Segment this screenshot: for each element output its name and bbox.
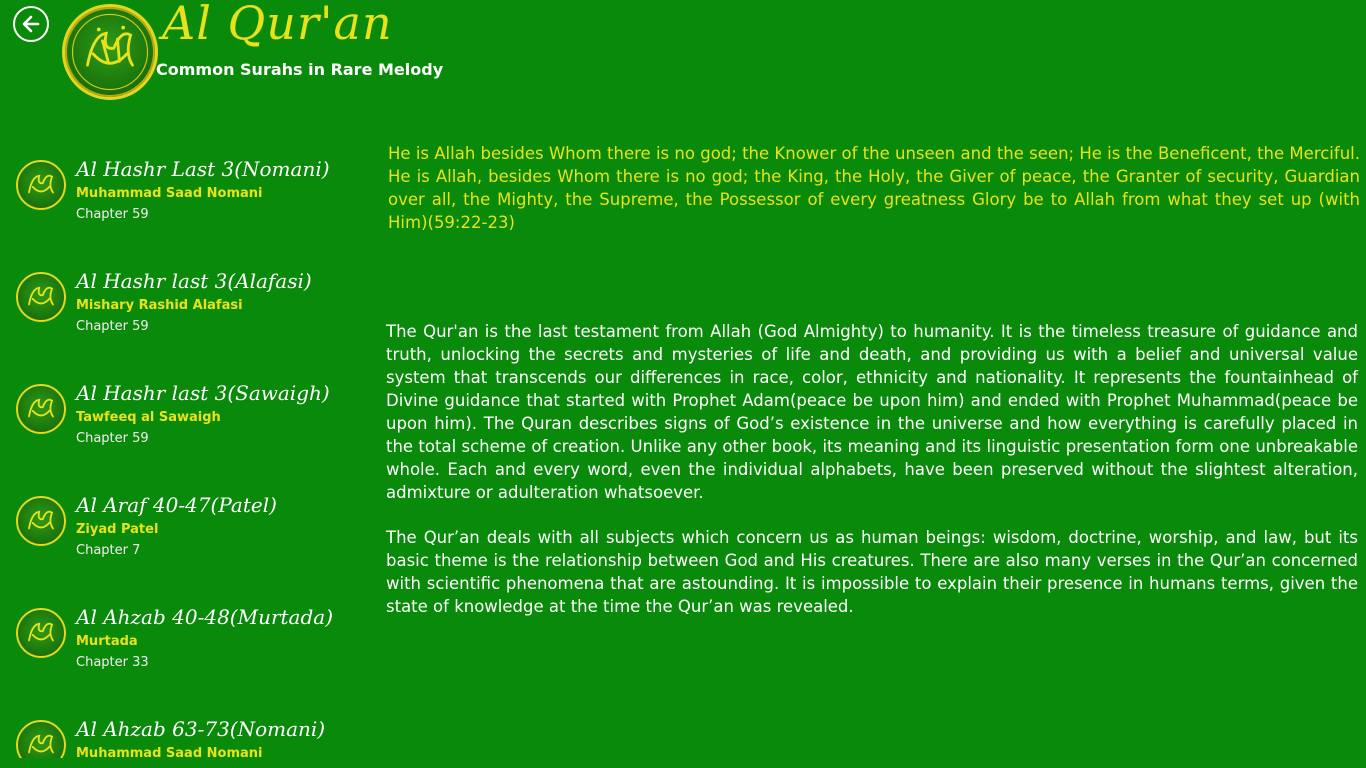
surah-item[interactable] xyxy=(0,705,370,758)
quran-logo-icon xyxy=(16,160,66,210)
quran-logo-icon xyxy=(62,4,158,100)
surah-title: Al Ahzab 63-73(Nomani) xyxy=(76,717,326,741)
surah-reciter: Tawfeeq al Sawaigh xyxy=(76,410,221,425)
surah-item[interactable] xyxy=(0,369,370,481)
arrow-left-icon xyxy=(21,14,41,34)
quran-logo-icon xyxy=(16,608,66,658)
quran-logo-icon xyxy=(16,720,66,758)
featured-verse: He is Allah besides Whom there is no god; the Knower of the unseen and the seen; He is the Beneficent, the Merciful. He is Allah, besides Whom there is no god; the King, the Holy, the Giver of peace, the Granter of security, Guardian over all, the Mighty, the Supreme, the Possessor of every greatness Glory be to Allah from what they set up (with Him)(59:22-23) xyxy=(388,144,1360,232)
surah-chapter: Chapter 59 xyxy=(76,431,149,446)
surah-title: Al Araf 40-47(Patel) xyxy=(76,493,277,517)
surah-item[interactable] xyxy=(0,257,370,369)
back-button[interactable] xyxy=(13,6,49,42)
surah-title: Al Hashr Last 3(Nomani) xyxy=(76,157,330,181)
surah-chapter: Chapter 59 xyxy=(76,207,149,222)
app-subtitle: Common Surahs in Rare Melody xyxy=(156,60,444,79)
description-paragraph: The Qur'an is the last testament from Allah (God Almighty) to humanity. It is the timeless treasure of guidance and truth, unlocking the secrets and mysteries of life and death, and providing us with a belief and universal value system that transcends our differences in race, color, ethnicity and nationality. It represents the fountainhead of Divine guidance that started with Prophet Adam(peace be upon him) and ended with Prophet Muhammad(peace be upon him). The Quran describes signs of God’s existence in the universe and how everything is carefully placed in the total scheme of creation. Unlike any other book, its meaning and its linguistic presentation form one unbreakable whole. Each and every word, even the individual alphabets, have been preserved without the slightest alteration, admixture or adulteration whatsoever. xyxy=(386,322,1358,502)
surah-reciter: Mishary Rashid Alafasi xyxy=(76,298,243,313)
surah-item[interactable] xyxy=(0,145,370,257)
surah-title: Al Hashr last 3(Alafasi) xyxy=(76,269,312,293)
surah-reciter: Muhammad Saad Nomani xyxy=(76,186,263,201)
surah-chapter: Chapter 7 xyxy=(76,543,141,558)
quran-description xyxy=(386,320,1358,640)
surah-reciter: Muhammad Saad Nomani xyxy=(76,746,263,758)
surah-title: Al Hashr last 3(Sawaigh) xyxy=(76,381,330,405)
description-paragraph: The Qur’an deals with all subjects which concern us as human beings: wisdom, doctrine, worship, and law, but its basic theme is the relationship between God and His creatures. There are also many verses in the Qur’an concerned with scientific phenomena that are astounding. It is impossible to explain their presence in humans terms, given the state of knowledge at the time the Qur’an was revealed. xyxy=(386,528,1358,616)
surah-chapter: Chapter 59 xyxy=(76,319,149,334)
surah-chapter: Chapter 33 xyxy=(76,655,149,670)
surah-item[interactable] xyxy=(0,481,370,593)
surah-item[interactable] xyxy=(0,593,370,705)
surah-reciter: Ziyad Patel xyxy=(76,522,159,537)
surah-title: Al Ahzab 40-48(Murtada) xyxy=(76,605,334,629)
quran-logo-icon xyxy=(16,384,66,434)
surah-list[interactable] xyxy=(0,145,370,758)
surah-reciter: Murtada xyxy=(76,634,138,649)
app-title: Al Qur'an xyxy=(162,0,393,50)
quran-logo-icon xyxy=(16,272,66,322)
quran-logo-icon xyxy=(16,496,66,546)
